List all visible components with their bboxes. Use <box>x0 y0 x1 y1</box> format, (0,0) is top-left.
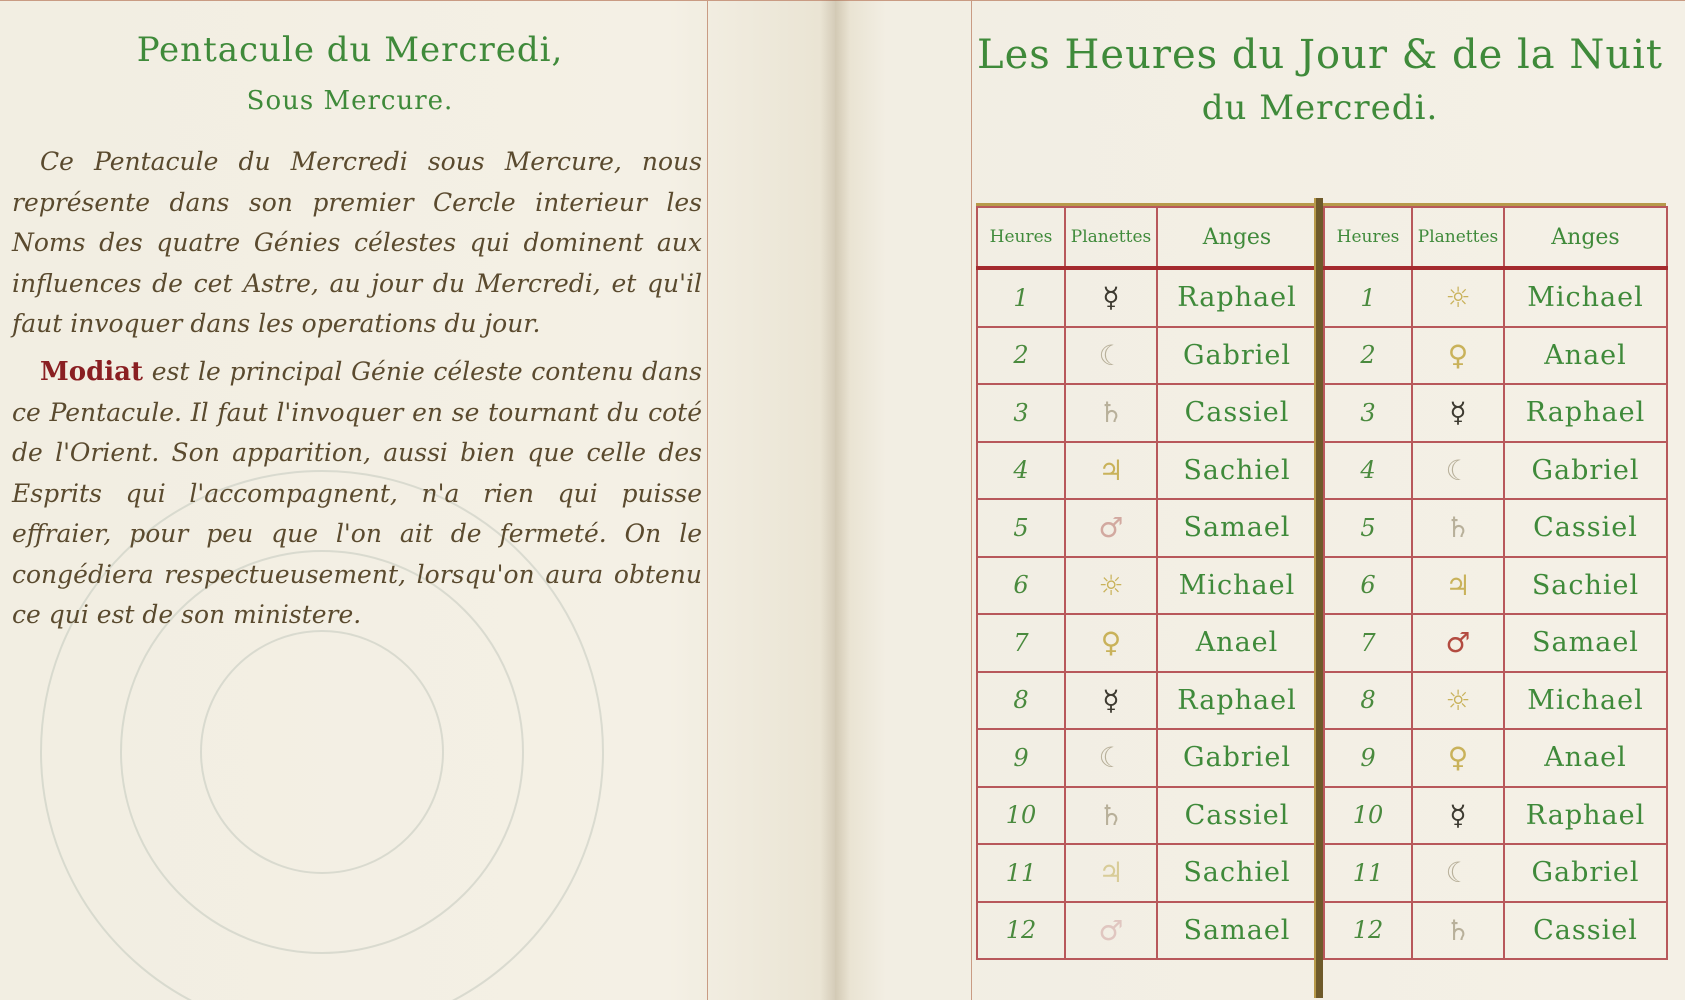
night-hour-row <box>1324 499 1667 557</box>
hour-number: 6 <box>1324 557 1412 615</box>
angel-name: Gabriel <box>1504 844 1667 902</box>
page-title: Pentacule du Mercredi, <box>136 30 564 70</box>
angel-name: Raphael <box>1157 672 1317 730</box>
jupiter-icon: ♃ <box>1065 844 1157 902</box>
day-hour-row <box>977 787 1317 845</box>
hours-subtitle: du Mercredi. <box>1201 88 1439 128</box>
hour-number: 3 <box>977 384 1065 442</box>
moon-icon: ☾ <box>1412 844 1504 902</box>
saturn-icon: ♄ <box>1065 384 1157 442</box>
hour-number: 2 <box>977 327 1065 385</box>
hour-number: 12 <box>1324 902 1412 960</box>
hours-table <box>976 203 1666 947</box>
hour-number: 9 <box>977 729 1065 787</box>
day-hour-row <box>977 672 1317 730</box>
paragraph-2 <box>12 352 702 636</box>
venus-icon: ♀ <box>1412 729 1504 787</box>
night-hour-row <box>1324 902 1667 960</box>
hours-title: Les Heures du Jour & de la Nuit <box>977 32 1663 78</box>
angel-name: Samael <box>1157 902 1317 960</box>
genie-name: Modiat <box>40 357 144 387</box>
night-hour-row <box>1324 327 1667 385</box>
angel-name: Sachiel <box>1157 442 1317 500</box>
margin-rule <box>971 0 972 1000</box>
paragraph-2-text: est le principal Génie céleste contenu dans ce Pentacule. Il faut l'invoquer en se tournant du coté de l'Orient. Son apparition, aussi bien que celle des Esprits qui l'accompagnent, n'a rien qui puisse effraier, pour peu que l'on ait de fermeté. On le congédiera respectueusement, lorsqu'on aura obtenu ce qui est de son ministere. <box>12 357 702 629</box>
angel-name: Anael <box>1504 729 1667 787</box>
saturn-icon: ♄ <box>1065 787 1157 845</box>
hour-number: 1 <box>1324 268 1412 327</box>
planets-header: Planettes <box>1065 207 1157 268</box>
moon-icon: ☾ <box>1065 327 1157 385</box>
hour-number: 1 <box>977 268 1065 327</box>
hour-number: 4 <box>1324 442 1412 500</box>
mars-icon: ♂ <box>1065 499 1157 557</box>
hour-number: 8 <box>1324 672 1412 730</box>
page-subtitle: Sous Mercure. <box>246 86 454 116</box>
night-hour-row <box>1324 557 1667 615</box>
hour-number: 2 <box>1324 327 1412 385</box>
day-hour-row <box>977 614 1317 672</box>
hour-number: 8 <box>977 672 1065 730</box>
night-hour-row <box>1324 268 1667 327</box>
mercury-icon: ☿ <box>1412 787 1504 845</box>
hour-number: 5 <box>1324 499 1412 557</box>
hour-number: 12 <box>977 902 1065 960</box>
hour-number: 7 <box>977 614 1065 672</box>
angels-header: Anges <box>1157 207 1317 268</box>
jupiter-icon: ♃ <box>1412 557 1504 615</box>
day-header-row <box>977 207 1317 268</box>
angel-name: Sachiel <box>1157 844 1317 902</box>
night-header-row <box>1324 207 1667 268</box>
table-divider <box>1314 198 1323 998</box>
hour-number: 4 <box>977 442 1065 500</box>
margin-rule <box>707 0 708 1000</box>
hour-number: 11 <box>1324 844 1412 902</box>
angel-name: Sachiel <box>1504 557 1667 615</box>
top-rule <box>835 0 1685 1</box>
angel-name: Samael <box>1157 499 1317 557</box>
night-hour-row <box>1324 614 1667 672</box>
angel-name: Michael <box>1504 268 1667 327</box>
paragraph-1: Ce Pentacule du Mercredi sous Mercure, nous représente dans son premier Cercle interieur les Noms des quatre Génies célestes qui dominent aux influences de cet Astre, au jour du Mercredi, et qu'il faut invoquer dans les operations du jour. <box>12 147 702 338</box>
day-hour-row <box>977 844 1317 902</box>
angel-name: Cassiel <box>1504 499 1667 557</box>
left-page <box>0 0 835 1000</box>
saturn-icon: ♄ <box>1412 499 1504 557</box>
planets-header: Planettes <box>1412 207 1504 268</box>
hour-number: 6 <box>977 557 1065 615</box>
night-hour-row <box>1324 844 1667 902</box>
mars-icon: ♂ <box>1412 614 1504 672</box>
mercury-icon: ☿ <box>1065 672 1157 730</box>
angel-name: Samael <box>1504 614 1667 672</box>
night-hour-row <box>1324 384 1667 442</box>
moon-icon: ☾ <box>1065 729 1157 787</box>
night-hour-row <box>1324 729 1667 787</box>
angel-name: Gabriel <box>1157 327 1317 385</box>
angel-name: Anael <box>1504 327 1667 385</box>
hours-header: Heures <box>977 207 1065 268</box>
mercury-icon: ☿ <box>1065 268 1157 327</box>
venus-icon: ♀ <box>1412 327 1504 385</box>
angel-name: Cassiel <box>1504 902 1667 960</box>
sun-icon: ☼ <box>1412 268 1504 327</box>
night-hour-row <box>1324 787 1667 845</box>
angel-name: Cassiel <box>1157 384 1317 442</box>
hours-header: Heures <box>1324 207 1412 268</box>
hour-number: 7 <box>1324 614 1412 672</box>
day-hour-row <box>977 729 1317 787</box>
venus-icon: ♀ <box>1065 614 1157 672</box>
night-hour-row <box>1324 672 1667 730</box>
angel-name: Raphael <box>1157 268 1317 327</box>
angel-name: Raphael <box>1504 384 1667 442</box>
top-rule <box>0 0 835 1</box>
angel-name: Michael <box>1504 672 1667 730</box>
hour-number: 9 <box>1324 729 1412 787</box>
night-hours-table <box>1323 206 1668 960</box>
moon-icon: ☾ <box>1412 442 1504 500</box>
angel-name: Raphael <box>1504 787 1667 845</box>
angel-name: Gabriel <box>1504 442 1667 500</box>
hour-number: 5 <box>977 499 1065 557</box>
night-hour-row <box>1324 442 1667 500</box>
hour-number: 3 <box>1324 384 1412 442</box>
mercury-icon: ☿ <box>1412 384 1504 442</box>
day-hours-table <box>976 206 1318 960</box>
day-hour-row <box>977 902 1317 960</box>
jupiter-icon: ♃ <box>1065 442 1157 500</box>
day-hour-row <box>977 499 1317 557</box>
sun-icon: ☼ <box>1065 557 1157 615</box>
hour-number: 10 <box>977 787 1065 845</box>
angel-name: Anael <box>1157 614 1317 672</box>
hour-number: 10 <box>1324 787 1412 845</box>
book-gutter <box>820 0 850 1000</box>
angels-header: Anges <box>1504 207 1667 268</box>
day-hour-row <box>977 268 1317 327</box>
sun-icon: ☼ <box>1412 672 1504 730</box>
day-hour-row <box>977 384 1317 442</box>
hour-number: 11 <box>977 844 1065 902</box>
show-through-core-circle <box>200 630 444 874</box>
day-hour-row <box>977 327 1317 385</box>
day-hour-row <box>977 442 1317 500</box>
angel-name: Gabriel <box>1157 729 1317 787</box>
saturn-icon: ♄ <box>1412 902 1504 960</box>
angel-name: Cassiel <box>1157 787 1317 845</box>
mars-icon: ♂ <box>1065 902 1157 960</box>
day-hour-row <box>977 557 1317 615</box>
angel-name: Michael <box>1157 557 1317 615</box>
